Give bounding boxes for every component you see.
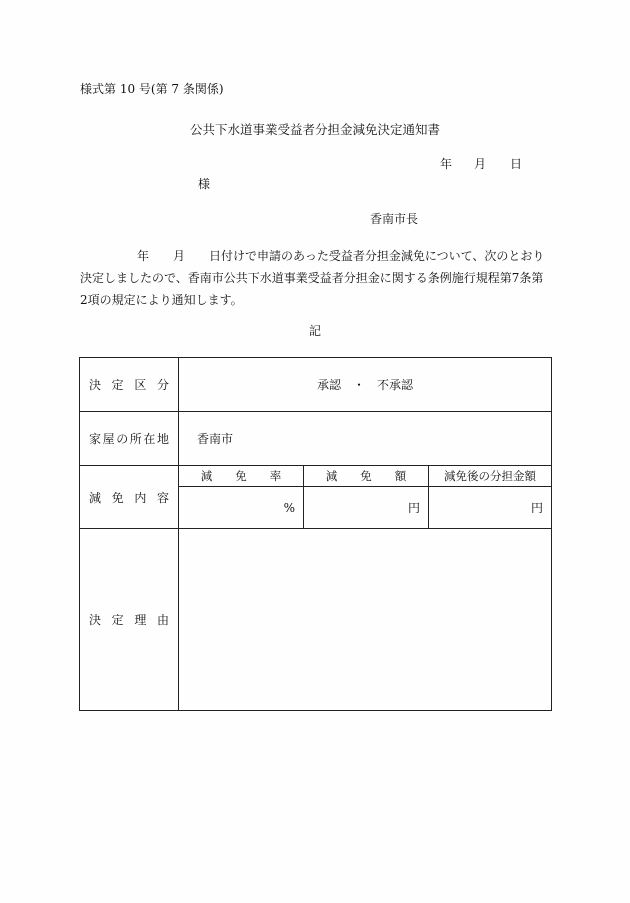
reduction-label: 減免内容 bbox=[89, 490, 169, 505]
table-row-reduction-header bbox=[80, 466, 552, 487]
decision-label: 決定区分 bbox=[89, 378, 169, 392]
reduction-amount-cell[interactable]: 円 bbox=[304, 487, 429, 529]
reason-label-cell bbox=[80, 529, 179, 711]
reduction-label-cell bbox=[80, 466, 179, 529]
form-number: 様式第 10 号(第 7 条関係) bbox=[80, 82, 224, 96]
ki-heading: 記 bbox=[308, 324, 321, 338]
after-amount-header: 減免後の分担金額 bbox=[429, 466, 552, 487]
issue-date bbox=[440, 155, 522, 172]
date-year-label: 年 bbox=[440, 157, 453, 171]
reason-label: 決定理由 bbox=[89, 613, 169, 627]
body-year-label: 年 bbox=[137, 249, 150, 263]
date-month-label: 月 bbox=[474, 157, 487, 171]
notice-body bbox=[80, 245, 550, 311]
reduction-rate-cell[interactable]: % bbox=[179, 487, 304, 529]
reduction-rate-header: 減 免 率 bbox=[179, 466, 304, 487]
table-row-decision bbox=[80, 358, 552, 412]
table-row-reason bbox=[80, 529, 552, 711]
table-row-location bbox=[80, 412, 552, 466]
addressee-suffix: 様 bbox=[198, 177, 211, 191]
decision-value[interactable]: 承認 ・ 不承認 bbox=[179, 358, 552, 412]
body-month-label: 月 bbox=[173, 249, 186, 263]
decision-label-cell bbox=[80, 358, 179, 412]
document-title: 公共下水道事業受益者分担金減免決定通知書 bbox=[189, 122, 440, 137]
body-text: 日付けで申請のあった受益者分担金減免について、次のとおり決定しましたので、香南市公共下水道事業受益者分担金に関する条例施行規程第7条第2項の規定により通知します。 bbox=[80, 249, 545, 307]
issuer-name: 香南市長 bbox=[370, 212, 419, 226]
decision-table bbox=[79, 357, 552, 711]
location-label: 家屋の所在地 bbox=[89, 432, 169, 446]
location-value[interactable]: 香南市 bbox=[179, 412, 552, 466]
after-amount-cell[interactable]: 円 bbox=[429, 487, 552, 529]
date-day-label: 日 bbox=[510, 157, 523, 171]
reason-value[interactable] bbox=[179, 529, 552, 711]
reduction-amount-header: 減 免 額 bbox=[304, 466, 429, 487]
location-label-cell bbox=[80, 412, 179, 466]
